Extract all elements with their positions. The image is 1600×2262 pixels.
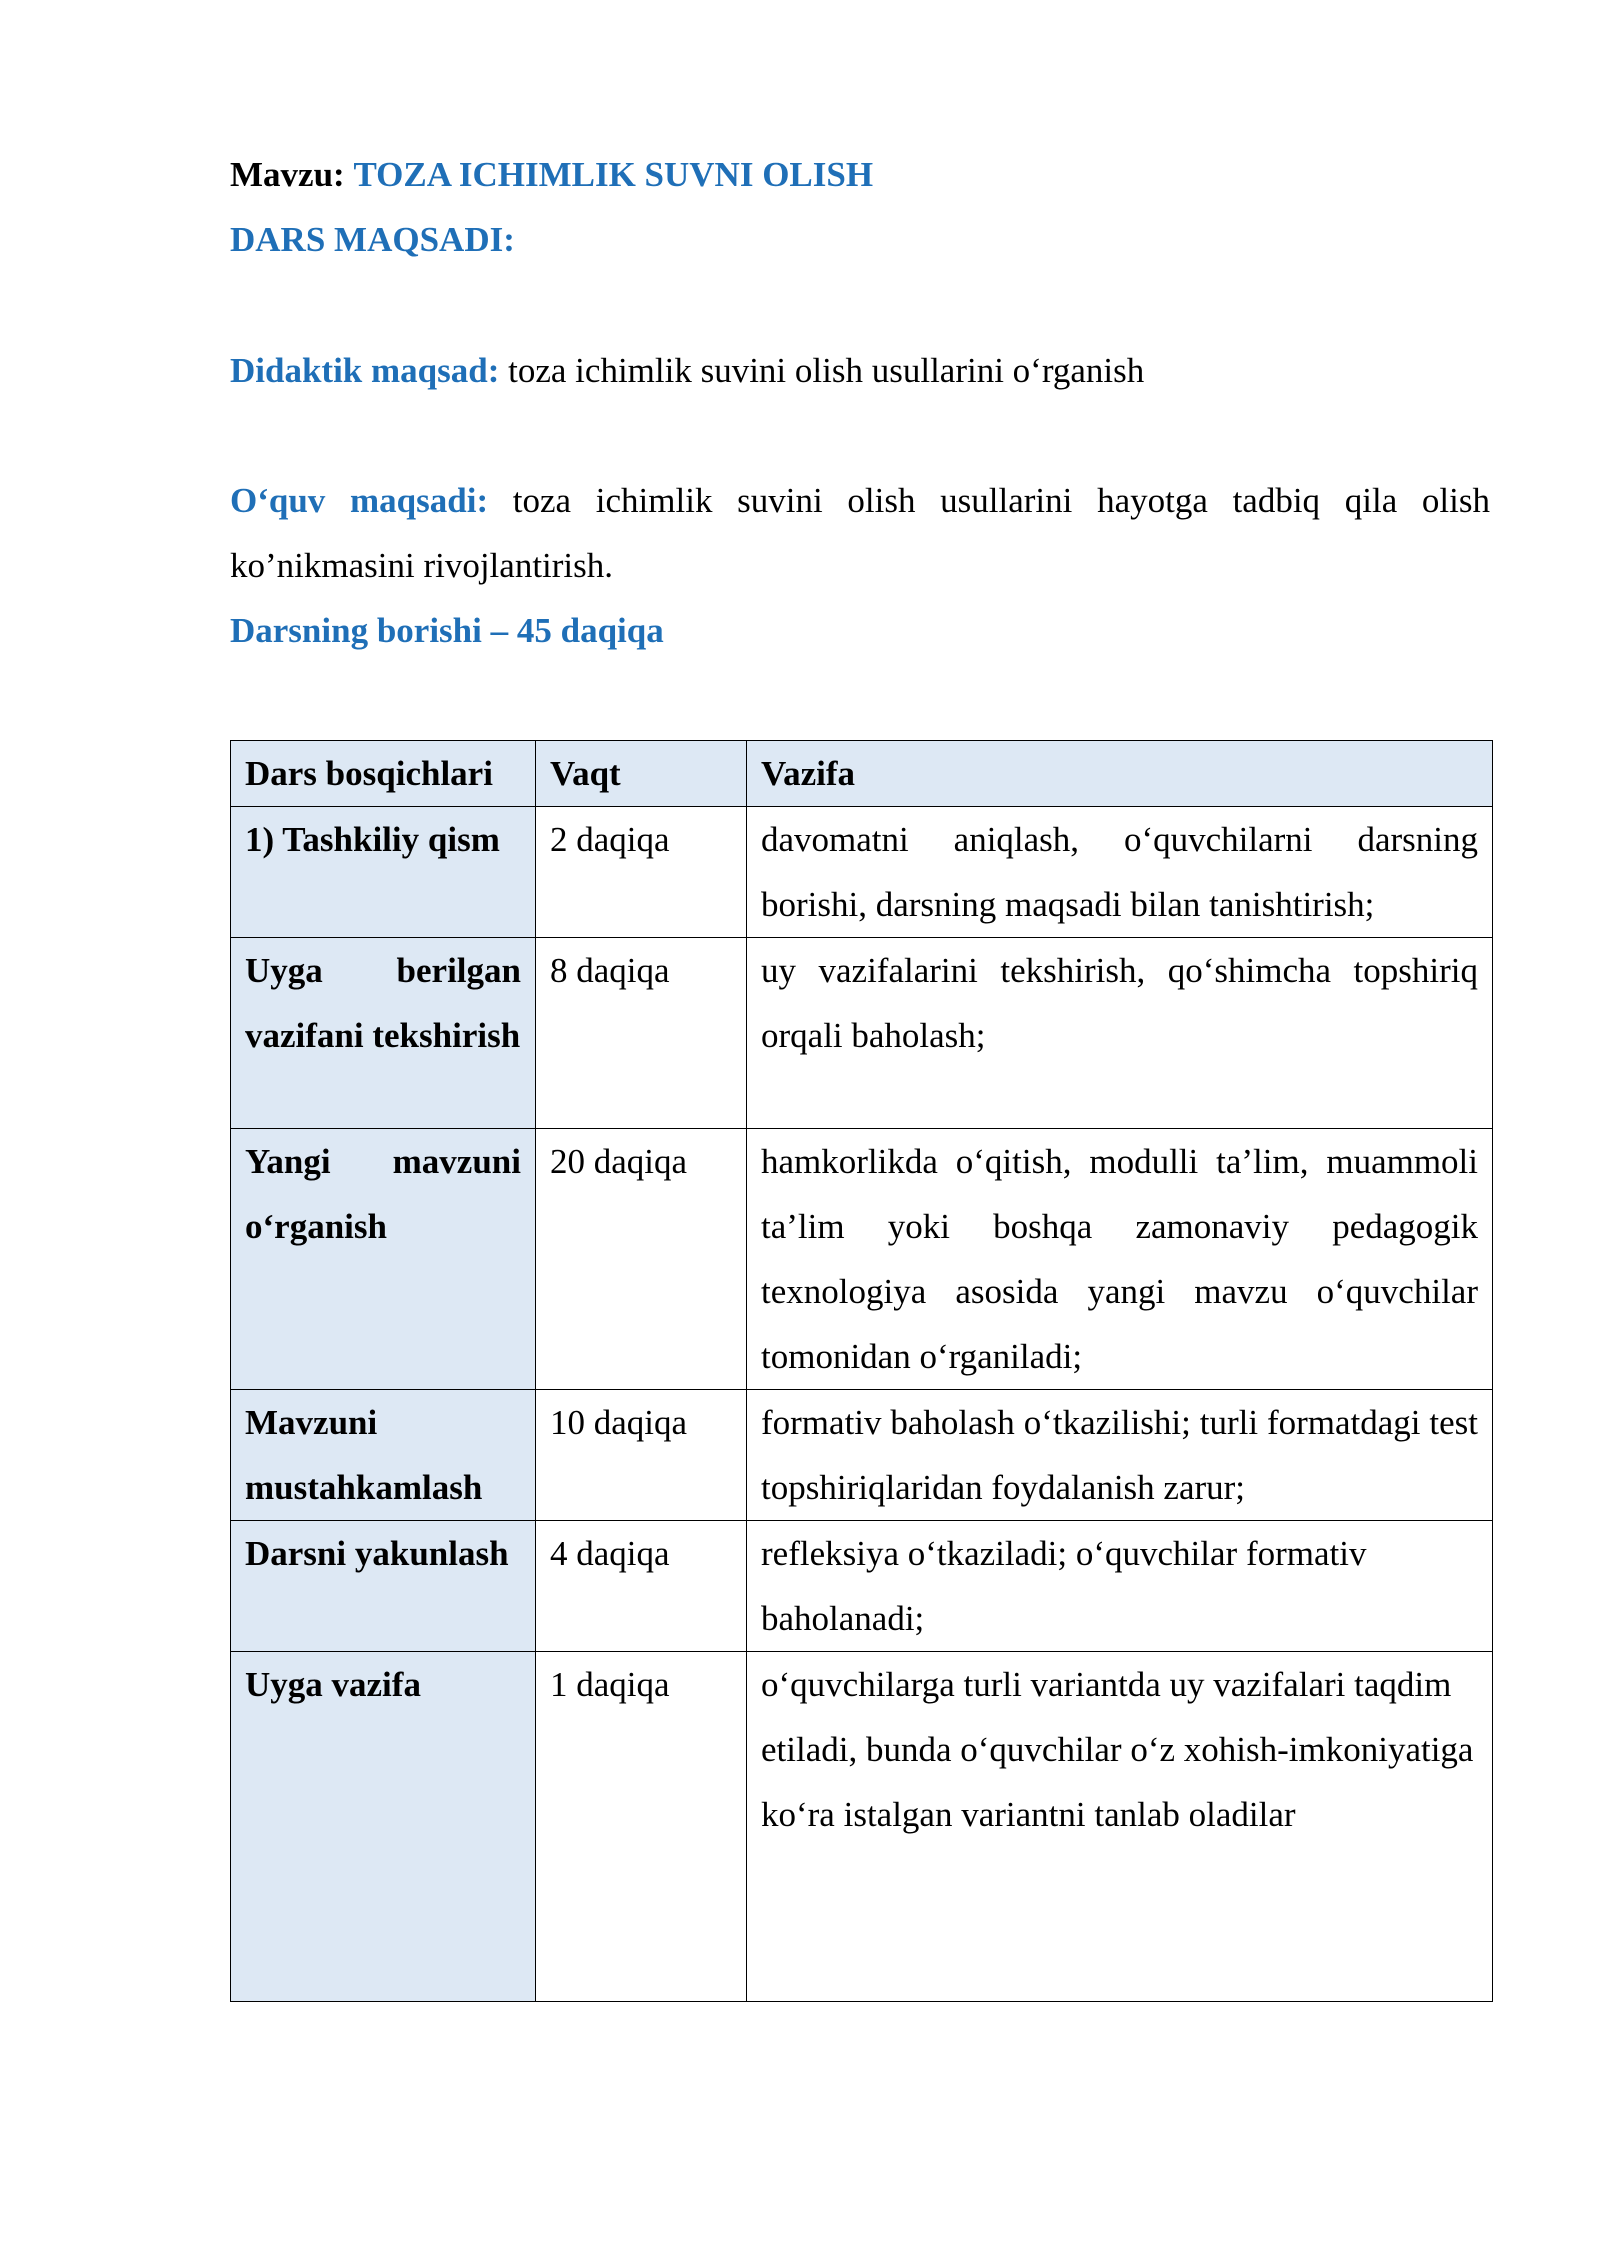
time-cell: 10 daqiqa bbox=[536, 1390, 747, 1521]
stage-cell: Mavzuni mustahkamlash bbox=[231, 1390, 536, 1521]
stage-cell: 1) Tashkiliy qism bbox=[231, 807, 536, 938]
lesson-progress-heading: Darsning borishi – 45 daqiqa bbox=[230, 611, 664, 650]
task-cell: hamkorlikda o‘qitish, modulli ta’lim, muammoli ta’lim yoki boshqa zamonaviy pedagogik texnologiya asosida yangi mavzu o‘quvchilar tomonidan o‘rganiladi; bbox=[747, 1129, 1493, 1390]
table-row bbox=[231, 1129, 1493, 1390]
didactic-goal bbox=[230, 338, 1490, 403]
learning-goal bbox=[230, 468, 1490, 598]
table-row bbox=[231, 938, 1493, 1129]
learning-goal-text: toza ichimlik suvini olish usullarini hayotga tadbiq qila olish ko’nikmasini rivojlantirish. bbox=[230, 481, 1490, 585]
task-cell: uy vazifalarini tekshirish, qo‘shimcha topshiriq orqali baholash; bbox=[747, 938, 1493, 1129]
time-cell: 8 daqiqa bbox=[536, 938, 747, 1129]
table-row bbox=[231, 1521, 1493, 1652]
topic-label: Mavzu: bbox=[230, 155, 345, 194]
header-task: Vazifa bbox=[747, 741, 1493, 807]
task-cell: o‘quvchilarga turli variantda uy vazifalari taqdim etiladi, bunda o‘quvchilar o‘z xohish-imkoniyatiga ko‘ra istalgan variantni tanlab oladilar bbox=[747, 1652, 1493, 2002]
stage-cell: Yangi mavzuni o‘rganish bbox=[231, 1129, 536, 1390]
time-cell: 20 daqiqa bbox=[536, 1129, 747, 1390]
time-cell: 1 daqiqa bbox=[536, 1652, 747, 2002]
header-time: Vaqt bbox=[536, 741, 747, 807]
task-cell: davomatni aniqlash, o‘quvchilarni darsning borishi, darsning maqsadi bilan tanishtirish; bbox=[747, 807, 1493, 938]
time-cell: 2 daqiqa bbox=[536, 807, 747, 938]
learning-goal-label: O‘quv maqsadi: bbox=[230, 481, 489, 520]
task-cell: refleksiya o‘tkaziladi; o‘quvchilar formativ baholanadi; bbox=[747, 1521, 1493, 1652]
time-cell: 4 daqiqa bbox=[536, 1521, 747, 1652]
table-row bbox=[231, 1390, 1493, 1521]
table-row bbox=[231, 1652, 1493, 2002]
header-stages: Dars bosqichlari bbox=[231, 741, 536, 807]
stage-cell: Darsni yakunlash bbox=[231, 1521, 536, 1652]
stage-cell: Uyga berilgan vazifani tekshirish bbox=[231, 938, 536, 1129]
task-cell: formativ baholash o‘tkazilishi; turli formatdagi test topshiriqlaridan foydalanish zarur; bbox=[747, 1390, 1493, 1521]
topic-line bbox=[230, 142, 1490, 207]
topic-title: TOZA ICHIMLIK SUVNI OLISH bbox=[353, 155, 874, 194]
lesson-goal-heading: DARS MAQSADI: bbox=[230, 220, 515, 259]
lesson-plan-table bbox=[230, 740, 1493, 2002]
didactic-goal-text: toza ichimlik suvini olish usullarini o‘rganish bbox=[508, 351, 1145, 390]
table-row bbox=[231, 807, 1493, 938]
table-header-row bbox=[231, 741, 1493, 807]
stage-cell: Uyga vazifa bbox=[231, 1652, 536, 2002]
didactic-goal-label: Didaktik maqsad: bbox=[230, 351, 500, 390]
